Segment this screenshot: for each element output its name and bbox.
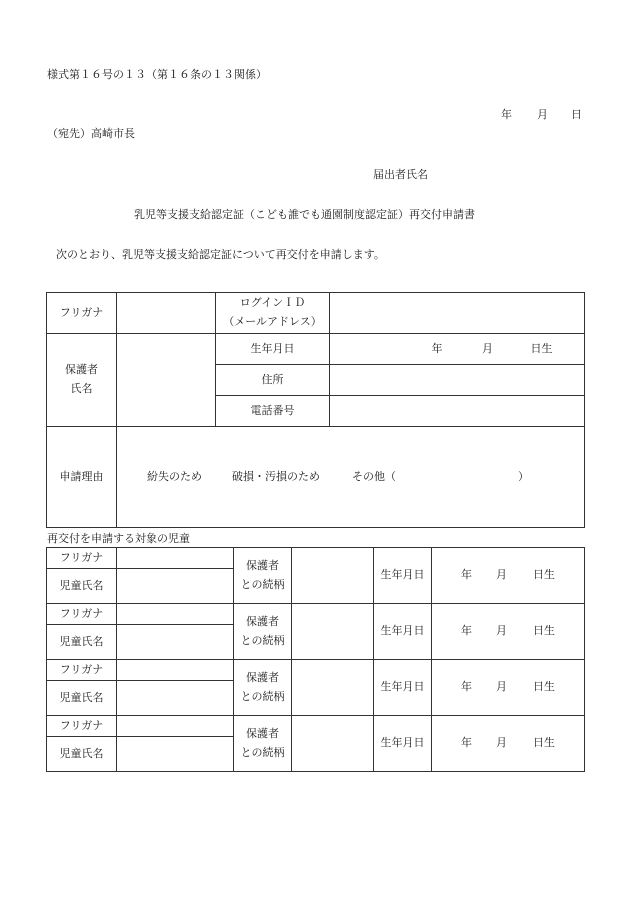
child-birth-date-field[interactable]: 年 月 日生 xyxy=(432,548,585,604)
relation-field[interactable] xyxy=(292,604,374,660)
children-section-heading: 再交付を申請する対象の児童 xyxy=(47,532,190,545)
relation-label: 保護者 との続柄 xyxy=(234,660,292,716)
reason-lost-option[interactable]: 紛失のため xyxy=(147,469,202,483)
phone-label: 電話番号 xyxy=(216,396,330,427)
address-field[interactable] xyxy=(330,365,585,396)
child-birth-date-label: 生年月日 xyxy=(374,716,432,772)
reason-label: 申請理由 xyxy=(47,427,117,528)
phone-field[interactable] xyxy=(330,396,585,427)
date-month-label: 月 xyxy=(537,108,548,121)
login-id-label: ログインＩＤ （メールアドレス） xyxy=(216,293,330,334)
children-table xyxy=(46,547,585,772)
date-day-label: 日 xyxy=(571,108,582,121)
reason-options xyxy=(117,427,585,528)
child-name-label: 児童氏名 xyxy=(47,737,117,772)
child-row-furigana xyxy=(47,548,585,569)
child-name-label: 児童氏名 xyxy=(47,681,117,716)
birth-date-label: 生年月日 xyxy=(216,334,330,365)
child-furigana-label: フリガナ xyxy=(47,716,117,737)
child-birth-date-label: 生年月日 xyxy=(374,548,432,604)
child-birth-date-field[interactable]: 年 月 日生 xyxy=(432,660,585,716)
child-birth-date-label: 生年月日 xyxy=(374,604,432,660)
guardian-table xyxy=(46,292,585,528)
child-birth-date-label: 生年月日 xyxy=(374,660,432,716)
child-birth-date-field[interactable]: 年 月 日生 xyxy=(432,604,585,660)
child-furigana-field[interactable] xyxy=(117,716,234,737)
intro-text: 次のとおり、乳児等支援支給認定証について再交付を申請します。 xyxy=(56,248,385,261)
child-name-field[interactable] xyxy=(117,681,234,716)
reason-other-option[interactable]: その他（ xyxy=(352,469,396,483)
child-name-field[interactable] xyxy=(117,625,234,660)
form-number: 様式第１６号の１３（第１６条の１３関係） xyxy=(47,68,267,81)
furigana-label: フリガナ xyxy=(47,293,117,334)
date-year-label: 年 xyxy=(501,108,512,121)
child-row-furigana xyxy=(47,716,585,737)
address-label: 住所 xyxy=(216,365,330,396)
child-furigana-field[interactable] xyxy=(117,604,234,625)
child-name-field[interactable] xyxy=(117,569,234,604)
relation-label: 保護者 との続柄 xyxy=(234,548,292,604)
birth-date-field[interactable]: 年 月 日生 xyxy=(330,334,585,365)
login-id-field[interactable] xyxy=(330,293,585,334)
relation-label: 保護者 との続柄 xyxy=(234,604,292,660)
child-name-label: 児童氏名 xyxy=(47,569,117,604)
child-row-furigana xyxy=(47,660,585,681)
child-furigana-label: フリガナ xyxy=(47,604,117,625)
relation-field[interactable] xyxy=(292,548,374,604)
relation-field[interactable] xyxy=(292,660,374,716)
furigana-field[interactable] xyxy=(117,293,216,334)
applicant-name-label: 届出者氏名 xyxy=(373,168,428,181)
reason-other-close: ） xyxy=(518,469,529,483)
child-furigana-field[interactable] xyxy=(117,548,234,569)
child-furigana-label: フリガナ xyxy=(47,660,117,681)
guardian-name-field[interactable] xyxy=(117,334,216,427)
child-name-field[interactable] xyxy=(117,737,234,772)
relation-field[interactable] xyxy=(292,716,374,772)
child-birth-date-field[interactable]: 年 月 日生 xyxy=(432,716,585,772)
guardian-name-label: 保護者 氏名 xyxy=(47,334,117,427)
reason-damaged-option[interactable]: 破損・汚損のため xyxy=(232,469,320,483)
child-furigana-field[interactable] xyxy=(117,660,234,681)
child-furigana-label: フリガナ xyxy=(47,548,117,569)
document-title: 乳児等支援支給認定証（こども誰でも通園制度認定証）再交付申請書 xyxy=(134,208,475,221)
child-row-furigana xyxy=(47,604,585,625)
addressee: （宛先）高崎市長 xyxy=(47,127,135,140)
child-name-label: 児童氏名 xyxy=(47,625,117,660)
relation-label: 保護者 との続柄 xyxy=(234,716,292,772)
